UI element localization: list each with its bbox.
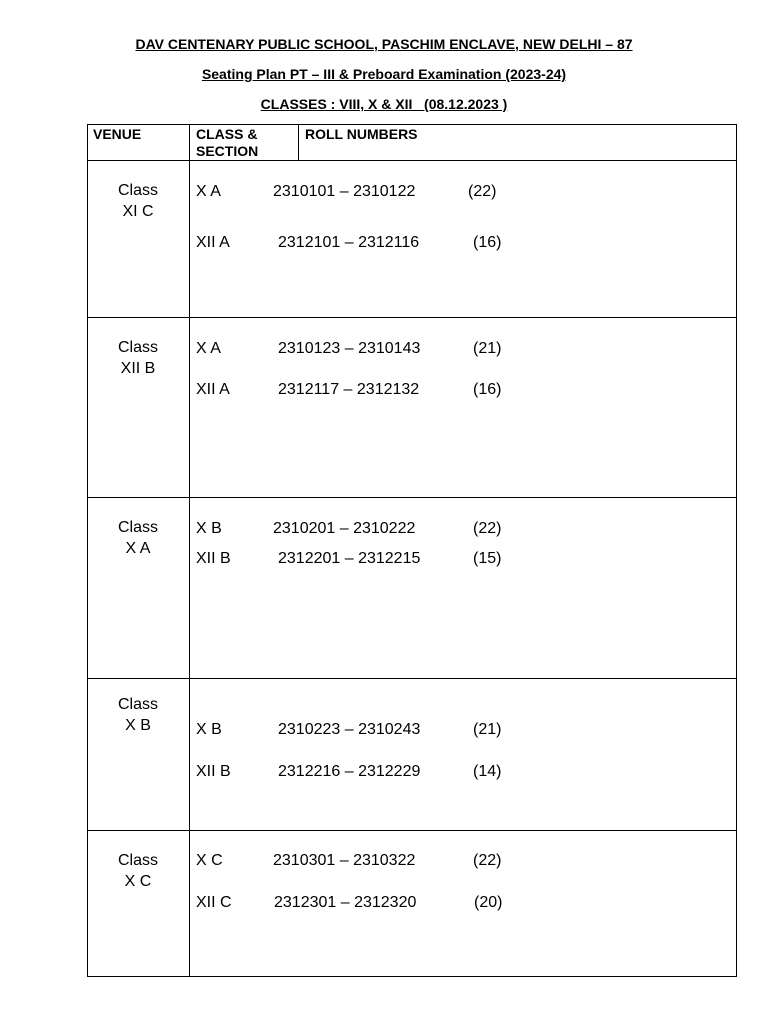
roll-range: 2310201 – 2310222 (273, 520, 416, 537)
student-count: (16) (473, 234, 502, 251)
venue-label-line2: X A (125, 540, 151, 557)
venue-label-line1: Class (117, 852, 158, 869)
venue-label-line1: Class (117, 519, 158, 536)
school-name: DAV CENTENARY PUBLIC SCHOOL, PASCHIM ENCLAVE, NEW DELHI – 87 (135, 36, 633, 52)
table-border-bottom (87, 976, 737, 977)
column-header-roll-numbers: ROLL NUMBERS (305, 126, 418, 142)
row-separator (87, 678, 737, 679)
section-label: XII B (196, 763, 231, 780)
student-count: (22) (468, 183, 497, 200)
section-label: XII B (196, 550, 231, 567)
column-header-venue: VENUE (93, 126, 142, 142)
section-label: XII C (196, 894, 232, 911)
student-count: (16) (473, 381, 502, 398)
document-title: Seating Plan PT – III & Preboard Examination (2023-24) (201, 66, 567, 82)
column-header-class-line2: SECTION (196, 143, 259, 159)
header-section-divider (298, 124, 299, 161)
table-border-top (87, 124, 737, 125)
roll-range: 2312216 – 2312229 (278, 763, 421, 780)
column-header-class-line1: CLASS & (196, 126, 258, 142)
row-separator (87, 317, 737, 318)
venue-label-line1: Class (117, 696, 158, 713)
section-label: X A (196, 183, 221, 200)
student-count: (14) (473, 763, 502, 780)
row-separator (87, 497, 737, 498)
student-count: (22) (473, 852, 502, 869)
roll-range: 2312101 – 2312116 (278, 234, 420, 251)
classes-date-line: CLASSES : VIII, X & XII (08.12.2023 ) (260, 96, 508, 112)
student-count: (21) (473, 721, 502, 738)
roll-range: 2310223 – 2310243 (278, 721, 421, 738)
venue-label-line2: XI C (122, 203, 154, 220)
seating-plan-table (87, 124, 737, 977)
table-border-right (736, 124, 737, 977)
venue-label-line1: Class (117, 339, 158, 356)
student-count: (22) (473, 520, 502, 537)
section-label: X B (196, 721, 222, 738)
roll-range: 2312301 – 2312320 (274, 894, 417, 911)
section-label: X B (196, 520, 222, 537)
section-label: X A (196, 340, 221, 357)
student-count: (20) (474, 894, 503, 911)
venue-label-line2: X C (124, 873, 152, 890)
section-label: X C (196, 852, 223, 869)
venue-label-line2: XII B (120, 360, 156, 377)
header-row-separator (87, 160, 737, 161)
row-separator (87, 830, 737, 831)
roll-range: 2312117 – 2312132 (278, 381, 420, 398)
roll-range: 2312201 – 2312215 (278, 550, 421, 567)
venue-label-line2: X B (125, 717, 151, 734)
venue-column-divider (189, 124, 190, 977)
roll-range: 2310301 – 2310322 (273, 852, 416, 869)
student-count: (21) (473, 340, 502, 357)
roll-range: 2310123 – 2310143 (278, 340, 421, 357)
venue-label-line1: Class (117, 182, 158, 199)
student-count: (15) (473, 550, 502, 567)
section-label: XII A (196, 234, 230, 251)
section-label: XII A (196, 381, 230, 398)
roll-range: 2310101 – 2310122 (273, 183, 416, 200)
